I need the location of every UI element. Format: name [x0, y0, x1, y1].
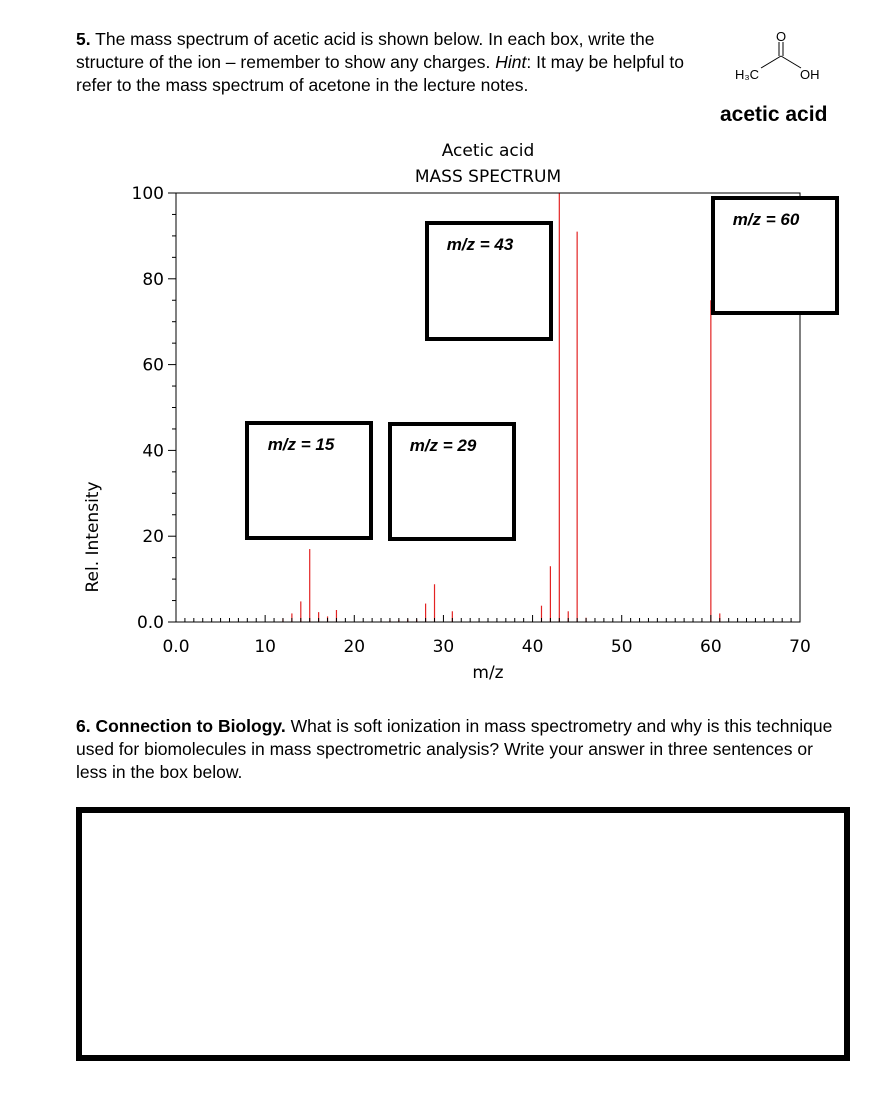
x-tick-label-20: 20 [343, 637, 366, 657]
answer-box-mz29-label: m/z = 29 [409, 436, 477, 455]
x-tick-label-0: 0.0 [162, 637, 190, 657]
y-tick-label-100: 100 [131, 184, 164, 204]
y-tick-label-80: 80 [142, 269, 164, 290]
y-tick-label-0: 0.0 [136, 613, 164, 633]
answer-box-q6[interactable] [76, 807, 850, 1061]
x-axis-label: m/z [472, 663, 504, 683]
x-tick-label-30: 30 [432, 637, 455, 657]
y-axis [132, 184, 176, 633]
question-6-number: 6. [76, 716, 91, 736]
x-tick-label-60: 60 [700, 637, 722, 657]
question-5 [76, 28, 716, 97]
x-tick-label-10: 10 [254, 637, 276, 657]
mass-spectrum-chart [0, 130, 895, 690]
structure-name: acetic acid [720, 103, 828, 126]
ch3-label: H₃C [735, 67, 760, 82]
answer-box-mz15-label: m/z = 15 [267, 435, 335, 454]
question-6-title: Connection to Biology. [95, 716, 286, 736]
question-6-text: What is soft ionization in mass spectrometry and why is this technique used for biomolecules in mass spectrometric analysis? Write your answer in three sentences or less in the box below. [76, 716, 833, 782]
question-6 [76, 715, 846, 784]
annotation-boxes [247, 198, 837, 539]
x-axis [162, 615, 810, 657]
y-tick-label-60: 60 [142, 355, 164, 376]
answer-box-mz43-label: m/z = 43 [446, 235, 514, 254]
y-axis-label: Rel. Intensity [83, 481, 103, 593]
x-tick-label-40: 40 [521, 637, 544, 657]
x-tick-label-70: 70 [789, 637, 811, 657]
x-tick-label-50: 50 [610, 637, 633, 657]
question-5-text-b: : It may be helpful to refer to the mass spectrum of acetone in the lecture notes. [76, 52, 684, 95]
question-5-number: 5. [76, 29, 91, 49]
y-tick-label-40: 40 [142, 441, 164, 462]
chart-title: Acetic acid [441, 141, 535, 161]
bond-ch3-c [761, 56, 781, 68]
hint-label: Hint [495, 52, 527, 72]
y-tick-label-20: 20 [142, 527, 164, 548]
bond-c-oh [781, 56, 801, 68]
question-5-text-a: The mass spectrum of acetic acid is shown below. In each box, write the structure of the ion – remember to show any charges. [76, 29, 655, 72]
chart-subtitle: MASS SPECTRUM [414, 167, 562, 187]
oh-label: OH [800, 67, 820, 82]
answer-box-mz60-label: m/z = 60 [732, 210, 800, 229]
oxygen-label: O [775, 29, 787, 44]
acetic-acid-structure [725, 26, 845, 96]
